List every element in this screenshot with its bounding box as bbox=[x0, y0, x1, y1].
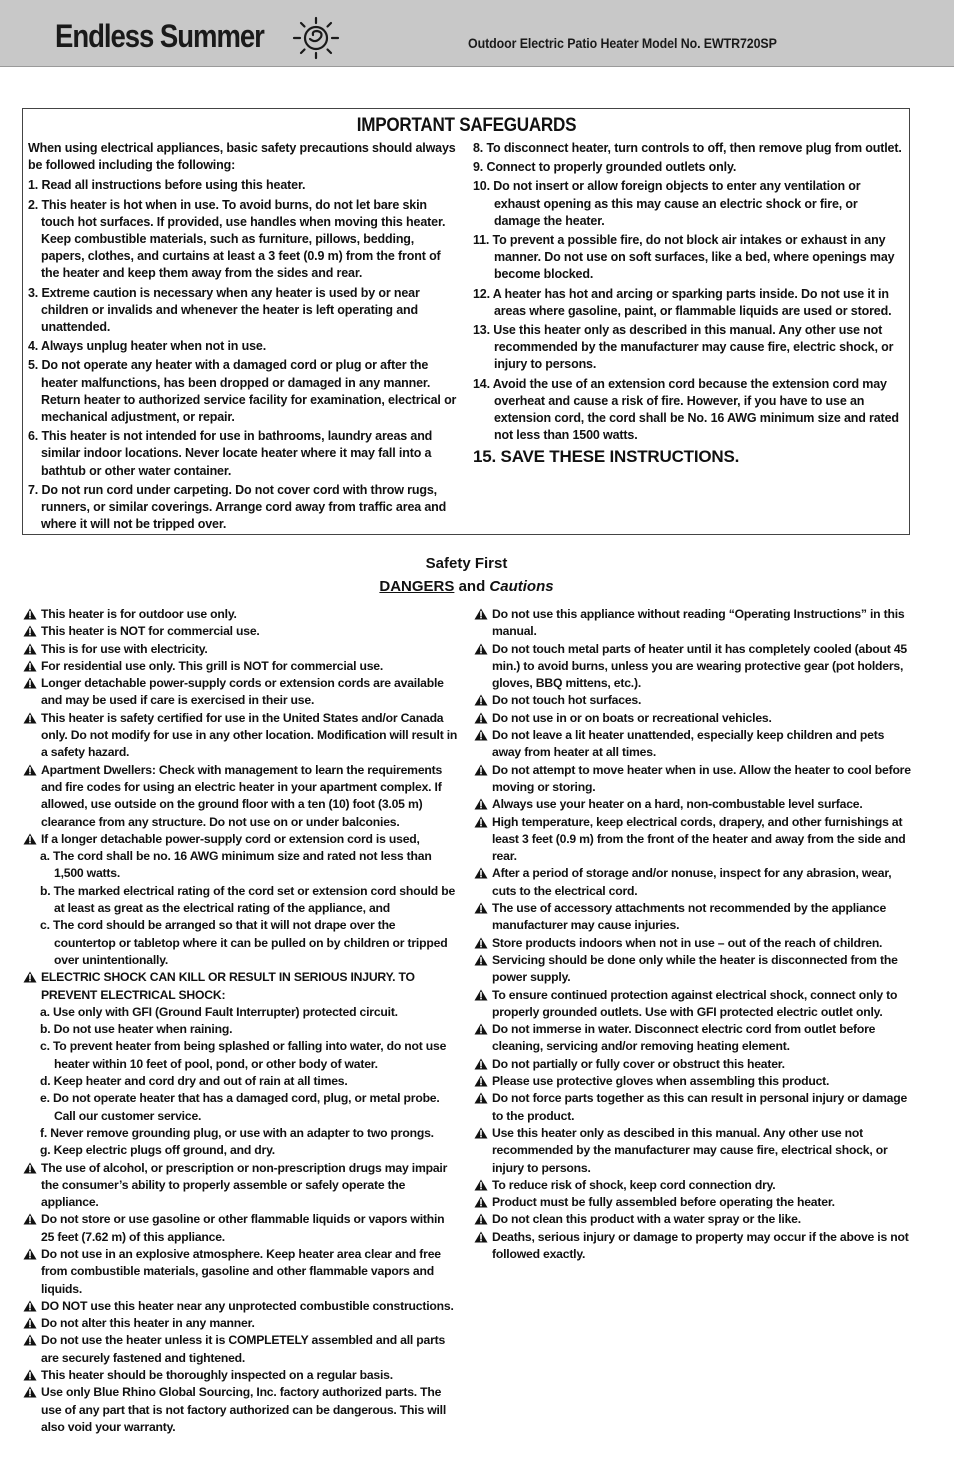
model-title: Outdoor Electric Patio Heater Model No. EWTR720SP bbox=[468, 36, 777, 51]
warning-triangle-icon bbox=[474, 1092, 488, 1104]
warning-triangle-icon bbox=[474, 694, 488, 706]
warning-item bbox=[22, 658, 460, 675]
warning-triangle-icon bbox=[474, 1023, 488, 1035]
safeguard-item: 12. A heater has hot and arcing or sparking parts inside. Do not use it in areas where gasoline, paint, or flammable liquids are used or stored. bbox=[473, 286, 892, 318]
safeguards-intro: When using electrical appliances, basic safety precautions should always be followed including the following: bbox=[28, 141, 456, 173]
warning-triangle-icon bbox=[23, 971, 37, 983]
warning-text: High temperature, keep electrical cords, drapery, and other furnishings at least 3 feet (0.9 m) from the front of the heater and away from the side and rear. bbox=[492, 814, 906, 864]
warning-text: Do not partially or fully cover or obstruct this heater. bbox=[492, 1056, 785, 1071]
warning-triangle-icon bbox=[474, 1058, 488, 1070]
warning-text: For residential use only. This grill is NOT for commercial use. bbox=[41, 658, 384, 673]
warning-item bbox=[22, 606, 460, 623]
warning-item bbox=[473, 1021, 911, 1056]
warning-text: Product must be fully assembled before operating the heater. bbox=[492, 1195, 835, 1210]
safeguard-item: 9. Connect to properly grounded outlets only. bbox=[473, 160, 737, 175]
warning-text: Do not immerse in water. Disconnect electric cord from outlet before cleaning, servicing and/or removing heating element. bbox=[492, 1022, 876, 1054]
warning-triangle-icon bbox=[23, 1334, 37, 1346]
warning-item bbox=[22, 762, 460, 831]
warning-triangle-icon bbox=[474, 1196, 488, 1208]
warning-text: The use of accessory attachments not recommended by the appliance manufacturer may cause injuries. bbox=[492, 901, 887, 933]
warning-triangle-icon bbox=[23, 625, 37, 637]
warning-triangle-icon bbox=[23, 1300, 37, 1312]
warning-item bbox=[473, 641, 911, 693]
warning-triangle-icon bbox=[474, 798, 488, 810]
warning-triangle-icon bbox=[23, 677, 37, 689]
warning-text: After a period of storage and/or nonuse, inspect for any abrasion, wear, cuts to the electrical cord. bbox=[492, 866, 892, 898]
warning-triangle-icon bbox=[474, 937, 488, 949]
warning-item bbox=[22, 623, 460, 640]
safeguard-item: 11. To prevent a possible fire, do not block air intakes or exhaust in any manner. Do not use on soft surfaces, like a bed, where openings may become blocked. bbox=[473, 233, 895, 282]
warning-sub-item: e. Do not operate heater that has a damaged cord, plug, or metal probe. Call our customer service. bbox=[40, 1091, 440, 1123]
warning-item bbox=[473, 727, 911, 762]
warning-item bbox=[22, 1246, 460, 1298]
warning-text: To reduce risk of shock, keep cord connection dry. bbox=[492, 1177, 776, 1192]
warning-item bbox=[22, 1384, 460, 1436]
warning-triangle-icon bbox=[23, 1369, 37, 1381]
safeguard-item: 7. Do not run cord under carpeting. Do not cover cord with throw rugs, runners, or similar coverings. Arrange cord away from traffic area and where it will not be tripped over. bbox=[28, 482, 447, 532]
warning-item bbox=[22, 675, 460, 710]
warning-text: Do not clean this product with a water spray or the like. bbox=[492, 1212, 801, 1227]
warning-text: Do not use in or on boats or recreational vehicles. bbox=[492, 710, 772, 725]
warning-triangle-icon bbox=[474, 902, 488, 914]
warning-triangle-icon bbox=[23, 660, 37, 672]
warning-item bbox=[22, 831, 460, 848]
warning-text: This heater is NOT for commercial use. bbox=[41, 624, 260, 639]
warning-item bbox=[22, 969, 460, 1004]
warning-text: Deaths, serious injury or damage to property may occur if the above is not followed exactly. bbox=[492, 1229, 909, 1261]
warning-item bbox=[473, 987, 911, 1022]
warning-text: Do not use this appliance without reading “Operating Instructions” in this manual. bbox=[492, 607, 905, 639]
warning-text: This heater is for outdoor use only. bbox=[41, 607, 237, 621]
safeguard-item: 2. This heater is hot when in use. To avoid burns, do not let bare skin touch hot surfaces. If provided, use handles when moving this heater. Keep combustible materials, such as furniture, pillows, bedding, papers, clothes, and curtains at least a 3 feet (0.9 m) from the front of the heater and keep them away from the sides and rear. bbox=[28, 197, 446, 281]
warning-triangle-icon bbox=[474, 1075, 488, 1087]
warning-triangle-icon bbox=[474, 1127, 488, 1139]
cautions-label: Cautions bbox=[489, 578, 554, 595]
warning-item bbox=[473, 1177, 911, 1194]
warning-text: Use this heater only as descibed in this manual. Any other use not recommended by the manufacturer may cause fire, electrical shock, or injury to persons. bbox=[492, 1125, 888, 1175]
safeguard-item: 5. Do not operate any heater with a damaged cord or plug or after the heater malfunctions, has been dropped or damaged in any manner. Return heater to authorized service facility for examination, electrical or mechanical adjustment, or repair. bbox=[28, 358, 457, 425]
warning-triangle-icon bbox=[474, 643, 488, 655]
warning-text: Use only Blue Rhino Global Sourcing, Inc. factory authorized parts. The use of any part that is not factory authorized can be dangerous. This will also void your warranty. bbox=[41, 1385, 447, 1434]
warning-triangle-icon bbox=[474, 867, 488, 879]
safeguard-item: 6. This heater is not intended for use in bathrooms, laundry areas and similar indoor locations. Never locate heater where it may fall into a bathtub or other water container. bbox=[28, 429, 433, 478]
warning-item bbox=[22, 1332, 460, 1367]
warning-item bbox=[473, 1194, 911, 1211]
warning-item bbox=[473, 762, 911, 797]
warning-text: Store products indoors when not in use – out of the reach of children. bbox=[492, 935, 883, 950]
warning-text: Servicing should be done only while the heater is disconnected from the power supply. bbox=[492, 952, 898, 985]
safeguards-right-column bbox=[473, 140, 905, 466]
warning-item bbox=[473, 1211, 911, 1228]
warning-triangle-icon bbox=[474, 989, 488, 1001]
warning-item bbox=[473, 692, 911, 709]
warning-text: This is for use with electricity. bbox=[41, 641, 208, 656]
warning-item bbox=[473, 1073, 911, 1090]
warning-item bbox=[473, 796, 911, 813]
warning-sub-item: c. To prevent heater from being splashed or falling into water, do not use heater within 10 feet of pool, pond, or other body of water. bbox=[40, 1039, 447, 1071]
warning-text: This heater should be thoroughly inspected on a regular basis. bbox=[41, 1368, 393, 1383]
safeguards-left-column bbox=[28, 140, 460, 535]
warning-text: Do not force parts together as this can result in personal injury or damage to the product. bbox=[492, 1091, 908, 1123]
warning-triangle-icon bbox=[23, 712, 37, 724]
warning-item bbox=[473, 952, 911, 987]
warning-triangle-icon bbox=[474, 1179, 488, 1191]
warning-triangle-icon bbox=[23, 608, 37, 620]
warning-item bbox=[22, 710, 460, 762]
warning-item bbox=[473, 606, 911, 641]
warning-triangle-icon bbox=[23, 1317, 37, 1329]
warning-triangle-icon bbox=[474, 764, 488, 776]
warning-item bbox=[22, 1211, 460, 1246]
warning-triangle-icon bbox=[23, 1213, 37, 1225]
warning-sub-item: a. The cord shall be no. 16 AWG minimum size and rated not less than 1,500 watts. bbox=[40, 849, 432, 881]
warning-text: To ensure continued protection against electrical shock, connect only to properly grounded outlets. Use with GFI protected electric outlet only. bbox=[492, 987, 898, 1019]
warning-item bbox=[473, 710, 911, 727]
warning-item bbox=[22, 1160, 460, 1212]
warning-triangle-icon bbox=[474, 816, 488, 828]
warning-item bbox=[473, 935, 911, 952]
warning-text: This heater is safety certified for use in the United States and/or Canada only. Do not modify for use in any other location. Modification will result in a safety hazard. bbox=[41, 710, 458, 760]
warning-sub-item: d. Keep heater and cord dry and out of rain at all times. bbox=[40, 1074, 348, 1089]
warning-text: If a longer detachable power-supply cord or extension cord is used, bbox=[41, 831, 420, 846]
warning-text: Do not use the heater unless it is COMPLETELY assembled and all parts are securely fastened and tightened. bbox=[41, 1333, 446, 1365]
warning-item bbox=[473, 1056, 911, 1073]
warning-triangle-icon bbox=[474, 954, 488, 966]
safety-first-heading: Safety First bbox=[425, 555, 508, 572]
and-label: and bbox=[454, 578, 490, 595]
warning-triangle-icon bbox=[23, 1162, 37, 1174]
safeguard-item: 8. To disconnect heater, turn controls to off, then remove plug from outlet. bbox=[473, 141, 902, 155]
warning-triangle-icon bbox=[23, 643, 37, 655]
page-header bbox=[0, 0, 954, 67]
warning-item bbox=[473, 1229, 911, 1264]
safeguard-item: 10. Do not insert or allow foreign objects to enter any ventilation or exhaust opening as this may cause an electric shock or fire, or damage the heater. bbox=[473, 179, 861, 228]
warning-triangle-icon bbox=[474, 729, 488, 741]
warning-text: Longer detachable power-supply cords or extension cords are available and may be used if care is exercised in their use. bbox=[41, 676, 444, 708]
dangers-right-column bbox=[473, 606, 911, 1263]
dangers-label: DANGERS bbox=[379, 578, 455, 595]
warning-item bbox=[22, 1367, 460, 1384]
warning-text: Do not touch metal parts of heater until it has completely cooled (about 45 min.) to avoid burns, unless you are wearing protective gear (pot holders, gloves, BBQ mittens, etc.). bbox=[492, 641, 908, 691]
warning-triangle-icon bbox=[474, 1231, 488, 1243]
safeguard-item: 3. Extreme caution is necessary when any heater is used by or near children or invalids and whenever the heater is left operating and unattended. bbox=[28, 285, 420, 335]
warning-item bbox=[22, 641, 460, 658]
warning-sub-item: g. Keep electric plugs off ground, and dry. bbox=[40, 1143, 275, 1158]
warning-sub-item: c. The cord should be arranged so that it will not drape over the countertop or tabletop where it can be pulled on by children or tripped over unintentionally. bbox=[40, 918, 448, 967]
warning-item bbox=[22, 1315, 460, 1332]
warning-text: Do not touch hot surfaces. bbox=[492, 693, 642, 708]
warning-triangle-icon bbox=[23, 833, 37, 845]
dangers-cautions-heading bbox=[0, 575, 933, 598]
safeguard-item: 13. Use this heater only as described in this manual. Any other use not recommended by the manufacturer may cause fire, electric shock, or injury to persons. bbox=[473, 323, 894, 372]
warning-text: DO NOT use this heater near any unprotected combustible constructions. bbox=[41, 1298, 454, 1313]
save-instructions: 15. SAVE THESE INSTRUCTIONS. bbox=[473, 447, 740, 467]
warning-text: Do not use in an explosive atmosphere. Keep heater area clear and free from combustible materials, gasoline and other flammable vapors and liquids. bbox=[41, 1246, 441, 1296]
warning-sub-item: f. Never remove grounding plug, or use with an adapter to two prongs. bbox=[40, 1125, 434, 1140]
warning-text: Always use your heater on a hard, non-combustable level surface. bbox=[492, 797, 863, 812]
safeguard-item: 4. Always unplug heater when not in use. bbox=[28, 339, 267, 354]
warning-text: Do not store or use gasoline or other flammable liquids or vapors within 25 feet (7.62 m) of this appliance. bbox=[41, 1212, 445, 1244]
warning-sub-item: a. Use only with GFI (Ground Fault Interrupter) protected circuit. bbox=[40, 1004, 398, 1019]
warning-text: Do not leave a lit heater unattended, especially keep children and pets away from heater at all times. bbox=[492, 728, 885, 760]
warning-item bbox=[473, 814, 911, 866]
warning-text: Please use protective gloves when assembling this product. bbox=[492, 1074, 830, 1089]
warning-text: The use of alcohol, or prescription or non-prescription drugs may impair the consumer’s ability to properly assemble or safely operate the appliance. bbox=[41, 1160, 448, 1210]
warning-item bbox=[22, 1298, 460, 1315]
warning-sub-item: b. Do not use heater when raining. bbox=[40, 1022, 233, 1037]
warning-text: Do not alter this heater in any manner. bbox=[41, 1316, 255, 1331]
safeguard-item: 1. Read all instructions before using this heater. bbox=[28, 178, 306, 193]
warning-triangle-icon bbox=[474, 608, 488, 620]
sun-logo-icon bbox=[290, 14, 342, 60]
dangers-left-column bbox=[22, 606, 460, 1436]
warning-text: Apartment Dwellers: Check with management to learn the requirements and fire codes for using an electric heater in your apartment complex. If allowed, use outside on the ground floor with a ten (10) foot (3.05 m) clearance from any structure. Do not use on or under balconies. bbox=[41, 762, 443, 829]
warning-item bbox=[473, 1090, 911, 1125]
warning-triangle-icon bbox=[474, 712, 488, 724]
safeguard-item: 14. Avoid the use of an extension cord because the extension cord may overheat and cause a risk of fire. However, if you have to use an extension cord, the cord shall be No. 16 AWG minimum size and rated not less than 1500 watts. bbox=[473, 376, 899, 443]
safety-heading-block bbox=[0, 552, 933, 598]
safeguards-title: IMPORTANT SAFEGUARDS bbox=[356, 115, 577, 136]
warning-triangle-icon bbox=[23, 764, 37, 776]
warning-text: ELECTRIC SHOCK CAN KILL OR RESULT IN SERIOUS INJURY. TO PREVENT ELECTRICAL SHOCK: bbox=[41, 970, 415, 1002]
warning-triangle-icon bbox=[23, 1248, 37, 1260]
warning-item bbox=[473, 900, 911, 935]
warning-item bbox=[473, 1125, 911, 1177]
warning-sub-item: b. The marked electrical rating of the cord set or extension cord should be at least as great as the electrical rating of the appliance, and bbox=[40, 883, 456, 916]
warning-triangle-icon bbox=[474, 1213, 488, 1225]
brand-logo-text: Endless Summer bbox=[55, 18, 264, 54]
warning-text: Do not attempt to move heater when in use. Allow the heater to cool before moving or storing. bbox=[492, 762, 911, 794]
warning-item bbox=[473, 865, 911, 900]
warning-triangle-icon bbox=[23, 1386, 37, 1398]
